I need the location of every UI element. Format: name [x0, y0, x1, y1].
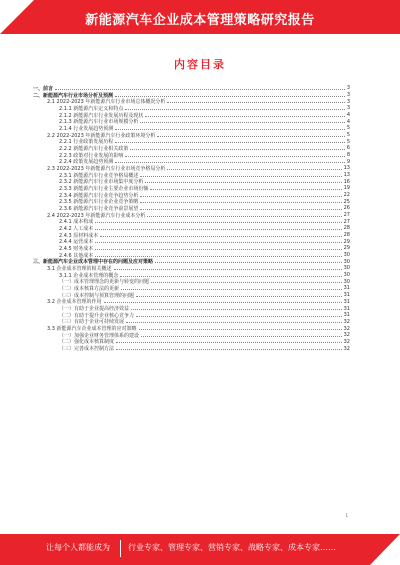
toc-entry-page: 9 [346, 158, 350, 165]
toc-entry-label: 2.4.6 其他成本 [59, 252, 94, 259]
toc-entry-page: 8 [346, 152, 350, 159]
toc-entry-label: 2.4.3 原材料成本 [59, 232, 99, 239]
toc-entry-page: 4 [346, 118, 350, 125]
toc-leader-dots [95, 229, 341, 230]
toc-entry-label: 2.3.6 新能源汽车行业竞争前景展望 [59, 205, 139, 212]
toc-leader-dots [95, 249, 341, 250]
toc-leader-dots [140, 209, 341, 210]
table-of-contents [33, 85, 350, 352]
toc-entry-label: 2.3.3 新能源汽车行业主要企业市场份额 [59, 185, 149, 192]
toc-entry-page: 5 [346, 132, 350, 139]
toc-entry-page: 30 [343, 265, 350, 272]
toc-entry-label: 2.3.4 新能源汽车行业竞争趋势分析 [59, 192, 139, 199]
toc-leader-dots [145, 116, 344, 117]
toc-entry-label: 二、新能源汽车行业市场分析及预测 [33, 92, 114, 99]
toc-entry-label: （二）成本核算方法的更新 [59, 286, 120, 292]
toc-entry-label: （三）成本控制与预算管理的问题 [59, 292, 135, 299]
toc-entry-label: 2.4.2 人工成本 [59, 225, 94, 232]
footer-slogan-right: 行业专家、管理专家、营销专家、战略专家、成本专家…… [128, 543, 336, 552]
toc-entry-label: （一）有助于企业提高经济效益 [59, 306, 130, 313]
toc-leader-dots [120, 276, 341, 277]
toc-entry-label: 3.1.1 企业成本管理的概念 [59, 272, 119, 279]
toc-leader-dots [126, 322, 342, 323]
toc-entry-page: 31 [343, 285, 350, 292]
toc-leader-dots [116, 349, 342, 350]
toc-entry-page: 32 [343, 332, 350, 339]
toc-entry-label: 2.1 2022-2023 年新能源汽车行业市场总体概况分析 [47, 99, 166, 106]
toc-entry-label: 2.2.1 行业政策发展历程 [59, 139, 114, 146]
toc-entry-page: 3 [346, 98, 350, 105]
toc-entry-page: 30 [343, 278, 350, 285]
toc-entry-page: 32 [343, 345, 350, 352]
toc-entry-page: 5 [346, 138, 350, 145]
toc-entry-label: 2.2.3 政策对行业发展的影响 [59, 152, 124, 159]
toc-entry-page: 29 [343, 245, 350, 252]
toc-leader-dots [141, 336, 342, 337]
toc-leader-dots [115, 129, 345, 130]
toc-leader-dots [167, 169, 341, 170]
toc-leader-dots [125, 109, 344, 110]
toc-entry-page: 32 [343, 338, 350, 345]
toc-entry-label: 2.4.4 运营成本 [59, 239, 94, 246]
toc-entry-label: 2.2.2 新能源汽车行业相关政策 [59, 145, 129, 152]
toc-entry-page: 30 [343, 272, 350, 279]
toc-entry-page: 31 [343, 305, 350, 312]
toc-leader-dots [125, 156, 344, 157]
toc-entry-page: 16 [343, 178, 350, 185]
toc-entry-label: 2.2.4 政策发展趋势预测 [59, 159, 114, 166]
toc-leader-dots [115, 162, 345, 163]
toc-leader-dots [145, 182, 341, 183]
toc-leader-dots [155, 262, 342, 263]
toc-leader-dots [136, 296, 342, 297]
toc-entry-page: 13 [343, 165, 350, 172]
toc-entry-page: 28 [343, 232, 350, 239]
toc-leader-dots [136, 316, 342, 317]
toc-leader-dots [140, 176, 341, 177]
toc-entry-label: （三）完善成本控制方法 [59, 346, 115, 353]
toc-entry-label: 2.3 2022-2023 年新能源汽车行业市场竞争格局分析 [47, 165, 166, 172]
toc-leader-dots [140, 122, 344, 123]
toc-leader-dots [95, 242, 341, 243]
toc-entry-label: 2.4.1 成本构成 [59, 219, 94, 226]
toc-entry-page: 4 [346, 112, 350, 119]
toc-leader-dots [121, 289, 342, 290]
toc-leader-dots [100, 236, 341, 237]
toc-entry-page: 13 [343, 172, 350, 179]
toc-entry-page: 30 [343, 252, 350, 259]
toc-leader-dots [140, 202, 341, 203]
toc-entry-label: （二）有助于提升企业核心竞争力 [59, 312, 135, 319]
toc-leader-dots [115, 142, 345, 143]
toc-entry-page: 3 [346, 105, 350, 112]
toc-entry-page: 22 [343, 192, 350, 199]
toc-entry-page: 32 [343, 325, 350, 332]
footer-notch-decoration [370, 534, 400, 565]
toc-entry-page: 19 [343, 185, 350, 192]
toc-entry-label: 3.3 新能源汽车企业成本管理的应对策略 [47, 326, 137, 333]
toc-entry-label: （三）有助于企业可持续发展 [59, 319, 125, 326]
toc-entry-page: 30 [343, 258, 350, 265]
toc-entry-page: 28 [343, 225, 350, 232]
footer-slogan-left: 让每个人都能成为 [46, 543, 110, 552]
toc-entry-label: 2.1.4 行业发展趋势预测 [59, 125, 114, 132]
toc-entry-page: 29 [343, 238, 350, 245]
toc-entry-label: 2.2 2022-2023 年新能源汽车行业政策环境分析 [47, 132, 156, 139]
toc-entry-label: 3.1 企业成本管理的相关概述 [47, 265, 112, 272]
toc-leader-dots [115, 96, 345, 97]
toc-entry-label: （二）强化成本核算制度 [59, 339, 115, 346]
toc-leader-dots [167, 102, 344, 103]
report-title: 新能源汽车企业成本管理策略研究报告 [85, 13, 315, 28]
toc-entry-page: 6 [346, 145, 350, 152]
toc-leader-dots [150, 189, 341, 190]
toc-entry-label: 2.1.2 新能源汽车行业发展历程及现状 [59, 112, 144, 119]
page-number: 1 [345, 513, 348, 518]
toc-leader-dots [114, 269, 342, 270]
toc-leader-dots [157, 136, 344, 137]
toc-entry-label: 2.1.3 新能源汽车行业市场规模分析 [59, 119, 139, 126]
toc-entry[interactable] [33, 345, 350, 352]
toc-entry-label: 一、前言 [33, 85, 54, 92]
toc-entry-label: 2.3.2 新能源汽车行业市场集中度分析 [59, 179, 144, 186]
toc-entry-label: （一）成本管理理念的更新与转变的问题 [59, 279, 150, 286]
toc-entry-page: 3 [346, 85, 350, 92]
toc-entry-label: 2.1.1 新能源汽车定义和特点 [59, 105, 124, 112]
toc-entry-label: 2.4.5 财务成本 [59, 245, 94, 252]
toc-entry-page: 3 [346, 92, 350, 98]
toc-leader-dots [140, 196, 341, 197]
toc-entry-page: 26 [343, 205, 350, 212]
toc-entry-label: 2.4 2022-2023 年新能源汽车行业成本分析 [47, 212, 146, 219]
toc-entry-label: 三、新能源汽车企业成本管理中存在的问题及应对策略 [33, 259, 154, 266]
toc-leader-dots [151, 282, 342, 283]
footer-divider [120, 540, 121, 557]
toc-entry-page: 27 [343, 212, 350, 219]
toc-leader-dots [130, 149, 344, 150]
toc-entry-label: 2.3.1 新能源汽车行业竞争格局概述 [59, 172, 139, 179]
toc-leader-dots [131, 309, 342, 310]
toc-entry-page: 25 [343, 198, 350, 205]
toc-entry-page: 31 [343, 292, 350, 299]
toc-entry-page: 5 [346, 125, 350, 132]
toc-leader-dots [104, 302, 342, 303]
toc-entry-label: （一）加强企业财务管理体系的建设 [59, 332, 140, 339]
toc-leader-dots [95, 256, 341, 257]
toc-leader-dots [55, 89, 345, 90]
toc-leader-dots [116, 342, 342, 343]
toc-title: 内容目录 [174, 58, 226, 71]
toc-entry-page: 32 [343, 318, 350, 325]
toc-leader-dots [147, 216, 341, 217]
toc-entry-page: 31 [343, 298, 350, 305]
toc-leader-dots [95, 222, 341, 223]
toc-entry-label: 2.3.5 新能源汽车行业企业竞争策略 [59, 199, 139, 206]
toc-entry-page: 27 [343, 218, 350, 225]
toc-leader-dots [139, 329, 342, 330]
toc-entry-page: 31 [343, 312, 350, 319]
toc-entry-label: 3.2 企业成本管理的作用 [47, 299, 102, 306]
